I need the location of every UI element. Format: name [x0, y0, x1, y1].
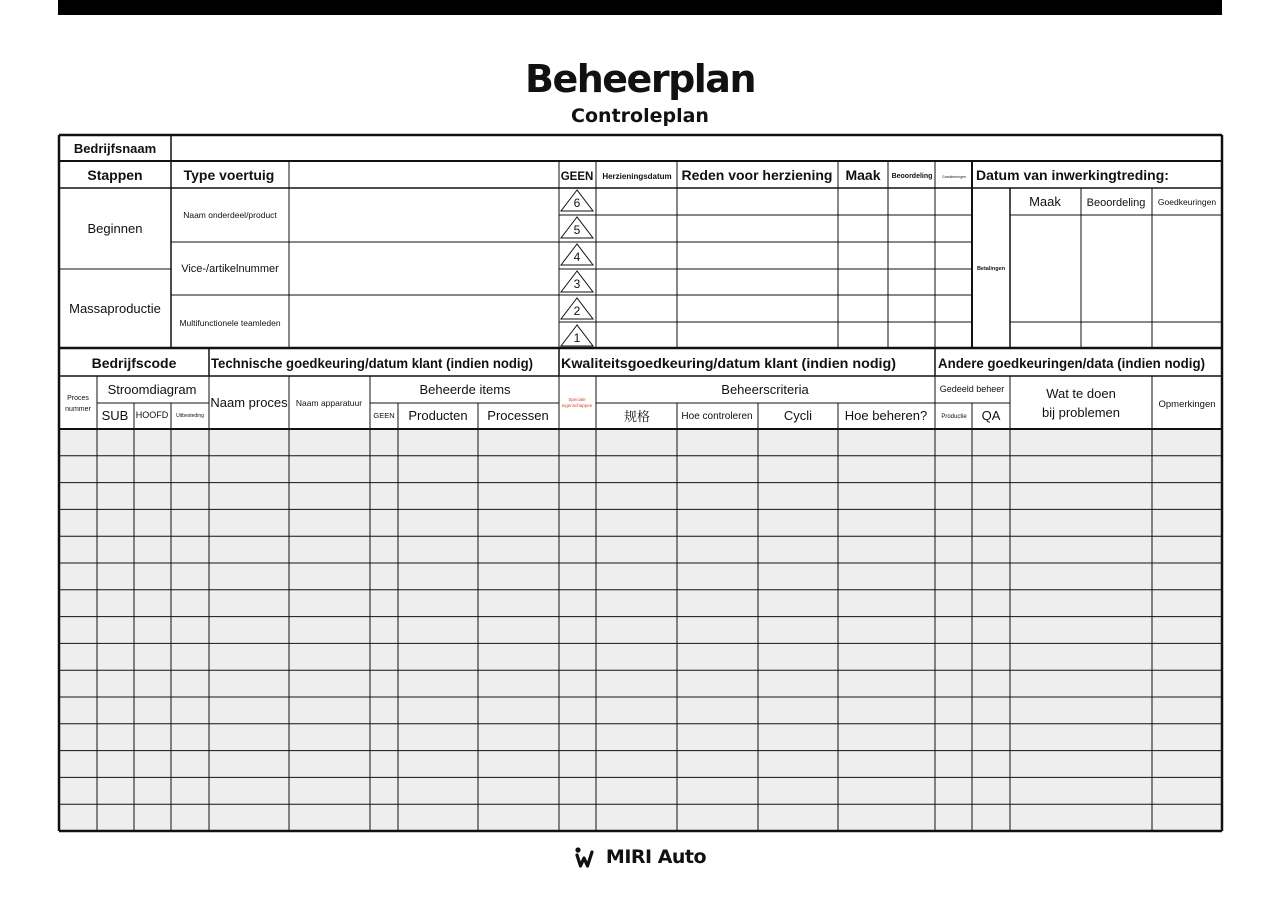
other-approvals-label: Andere goedkeuringen/data (indien nodig): [938, 356, 1205, 371]
cycles-header: Cycli: [783, 408, 813, 423]
rows-fill: [59, 429, 1222, 831]
vice-number-label: Vice-/artikelnummer: [181, 263, 279, 275]
part-name-label: Naam onderdeel/product: [183, 210, 277, 220]
company-name-label: Bedrijfsnaam: [73, 141, 157, 156]
quality-approval-label: Kwaliteitsgoedkeuring/datum klant (indien nodig): [561, 355, 896, 371]
review-label: Beoordeling: [891, 173, 933, 180]
team-members-label: Multifunctionele teamleden: [179, 318, 281, 328]
approval-review-label: Beoordeling: [1086, 197, 1146, 209]
revision-number: 3: [573, 277, 581, 291]
special-properties-header: Speciale eigenschappen: [561, 397, 593, 408]
spec-header: 规格: [623, 409, 651, 424]
remarks-header: Opmerkingen: [1158, 399, 1216, 410]
revision-triangle-2: [561, 298, 593, 319]
revision-triangle-1: [561, 325, 593, 346]
payments-label: Betalingen: [976, 266, 1006, 272]
brand-name: MIRI Auto: [605, 846, 707, 868]
make-label: Maak: [845, 167, 881, 183]
revision-number: 6: [573, 196, 581, 210]
approvals-small-label: Goedkeuringen: [942, 175, 966, 179]
revision-triangle-6: [561, 190, 593, 211]
revision-reason-label: Reden voor herziening: [681, 167, 833, 183]
miri-logo-icon: [574, 846, 600, 868]
stage-start: Beginnen: [87, 221, 143, 236]
geen-column-header: GEEN: [373, 411, 395, 420]
company-code-label: Bedrijfscode: [91, 355, 177, 371]
footer: [0, 846, 1280, 873]
managed-items-header: Beheerde items: [419, 382, 511, 397]
approval-make-label: Maak: [1029, 194, 1061, 209]
sub-header: SUB: [101, 408, 129, 423]
approval-approvals-label: Goedkeuringen: [1157, 197, 1217, 207]
outsourcing-header: Uitbesteding: [176, 413, 204, 419]
criteria-header: Beheerscriteria: [721, 382, 809, 397]
page-title: Beheerplan: [525, 57, 755, 101]
geen-label: GEEN: [560, 171, 594, 183]
brand: [574, 846, 706, 868]
how-manage-header: Hoe beheren?: [844, 408, 928, 423]
products-header: Producten: [408, 408, 468, 423]
process-name-header: Naam proces: [210, 395, 288, 410]
revision-number: 1: [573, 331, 581, 345]
revision-date-label: Herzieningsdatum: [602, 172, 672, 181]
stage-mass-production: Massaproductie: [69, 301, 161, 316]
vehicle-type-label: Type voertuig: [183, 167, 275, 183]
effective-date-label: Datum van inwerkingtreding:: [976, 167, 1169, 183]
production-header: Productie: [941, 414, 967, 420]
main-header: HOOFD: [135, 410, 169, 420]
problem-action-header: Wat te doen bij problemen: [1041, 386, 1121, 420]
technical-approval-label: Technische goedkeuring/datum klant (indien nodig): [211, 356, 533, 371]
steps-label: Stappen: [87, 167, 143, 183]
revision-number: 5: [573, 223, 581, 237]
processes-header: Processen: [487, 408, 549, 423]
how-check-header: Hoe controleren: [681, 411, 753, 422]
revision-markers: [561, 190, 593, 346]
revision-number: 2: [573, 304, 581, 318]
revision-number: 4: [573, 250, 581, 264]
section-bar: [92, 355, 1205, 371]
page-subtitle: Controleplan: [571, 105, 709, 127]
header-block: [69, 141, 1216, 328]
device-name-header: Naam apparatuur: [295, 398, 363, 408]
revision-triangle-4: [561, 244, 593, 265]
process-number-header: Proces nummer: [65, 395, 91, 413]
body-rows-background: [59, 429, 1222, 831]
revision-triangle-5: [561, 217, 593, 238]
revision-triangle-3: [561, 271, 593, 292]
qa-header: QA: [981, 408, 1001, 423]
flow-diagram-header: Stroomdiagram: [107, 382, 197, 397]
shared-control-header: Gedeeld beheer: [939, 384, 1005, 394]
